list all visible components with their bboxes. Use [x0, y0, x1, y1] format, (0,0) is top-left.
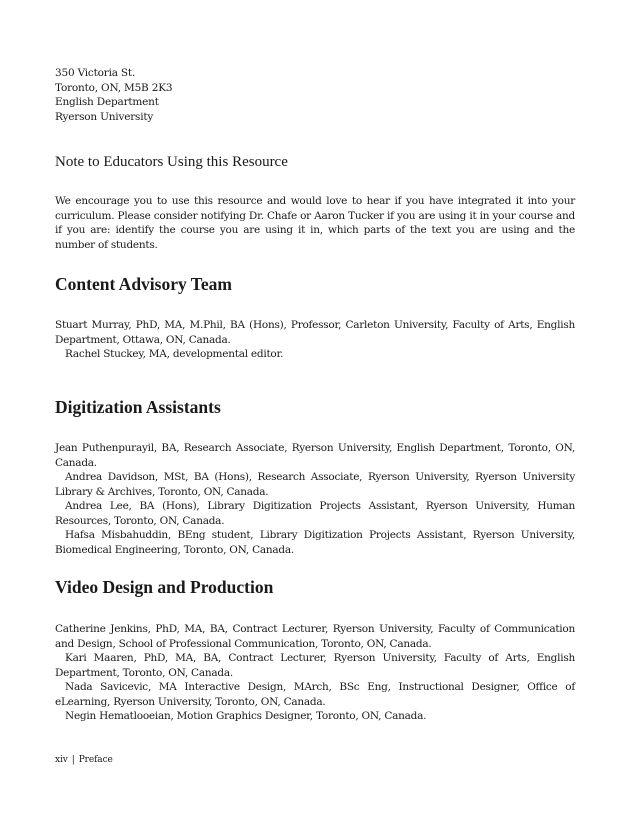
list-item: Stuart Murray, PhD, MA, M.Phil, BA (Hons), Professor, Carleton University, Faculty of Arts, English Department, Ottawa, ON, Canada.	[55, 319, 575, 346]
list-item: Andrea Lee, BA (Hons), Library Digitization Projects Assistant, Ryerson University, Human Resources, Toronto, ON, Canada.	[55, 500, 575, 527]
address-line: English Department	[55, 96, 159, 108]
video-entries	[55, 622, 575, 724]
content-advisory-entries	[55, 318, 575, 362]
list-item: Kari Maaren, PhD, MA, BA, Contract Lecturer, Ryerson University, Faculty of Arts, English Department, Toronto, ON, Canada.	[55, 652, 575, 679]
video-heading: Video Design and Production	[55, 577, 274, 597]
address-line: Ryerson University	[55, 110, 154, 123]
list-item: Nada Savicevic, MA Interactive Design, MArch, BSc Eng, Instructional Designer, Office of eLearning, Ryerson University, Toronto, ON, Canada.	[55, 681, 575, 708]
address-block	[55, 66, 172, 124]
digitization-heading: Digitization Assistants	[55, 397, 221, 417]
footer-separator: |	[71, 755, 75, 765]
digitization-entries	[55, 441, 575, 557]
footer-section: Preface	[78, 755, 113, 765]
address-line: Toronto, ON, M5B 2K3	[55, 81, 173, 94]
note-title: Note to Educators Using this Resource	[55, 154, 288, 170]
list-item: Rachel Stuckey, MA, developmental editor.	[65, 348, 284, 360]
content-advisory-heading: Content Advisory Team	[55, 274, 232, 294]
list-item: Catherine Jenkins, PhD, MA, BA, Contract Lecturer, Ryerson University, Faculty of Communication and Design, School of Professional Communication, Toronto, ON, Canada.	[55, 623, 575, 650]
page-number: xiv	[55, 755, 68, 765]
note-body: We encourage you to use this resource and would love to hear if you have integrated it into your curriculum. Please consider notifying Dr. Chafe or Aaron Tucker if you are using it in your course and if you are: identify the course you are using it in, which parts of the text you are using and the number of students.	[55, 195, 575, 251]
list-item: Andrea Davidson, MSt, BA (Hons), Research Associate, Ryerson University, Ryerson University Library & Archives, Toronto, ON, Canada.	[55, 471, 575, 498]
list-item: Negin Hematlooeian, Motion Graphics Designer, Toronto, ON, Canada.	[65, 710, 427, 722]
page-footer	[55, 755, 113, 765]
address-line: 350 Victoria St.	[55, 67, 136, 79]
list-item: Hafsa Misbahuddin, BEng student, Library Digitization Projects Assistant, Ryerson University, Biomedical Engineering, Toronto, ON, Canada.	[55, 529, 575, 556]
list-item: Jean Puthenpurayil, BA, Research Associate, Ryerson University, English Department, Toronto, ON, Canada.	[55, 442, 575, 469]
